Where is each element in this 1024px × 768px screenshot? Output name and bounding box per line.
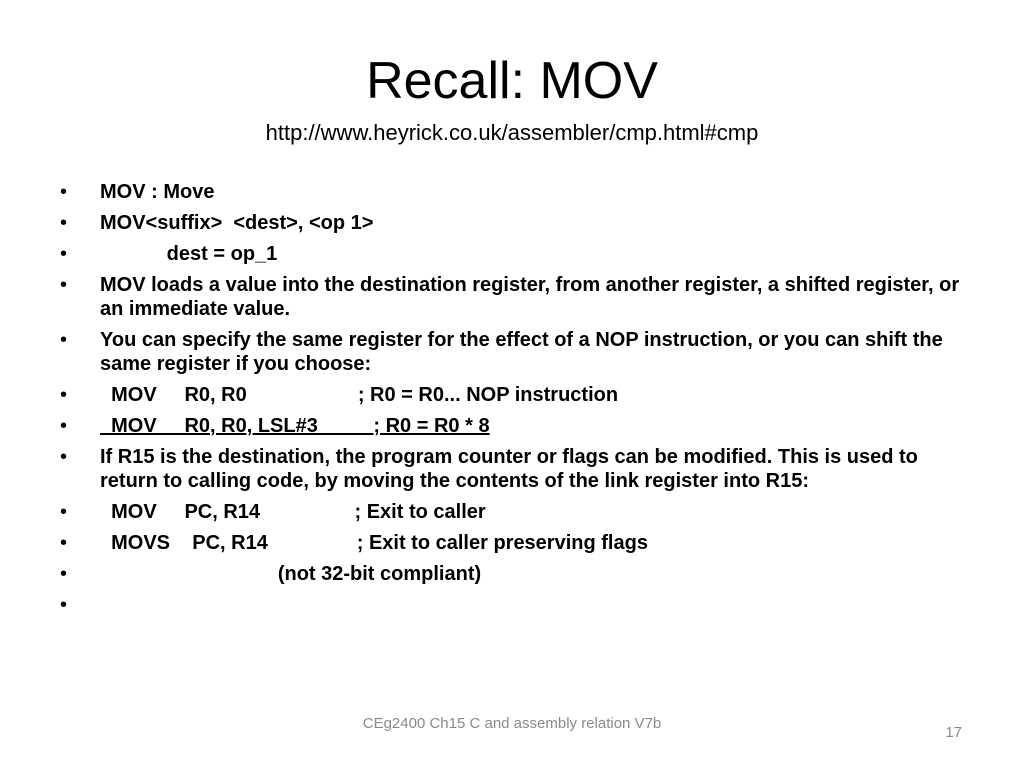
bullet-text: MOV<suffix> <dest>, <op 1> — [100, 212, 374, 234]
bullet-item — [60, 383, 960, 407]
bullet-icon: • — [60, 329, 68, 351]
bullet-item — [60, 445, 960, 493]
bullet-item — [60, 180, 960, 204]
code-line-text: MOV PC, R14 ; Exit to caller — [100, 501, 486, 523]
bullet-icon: • — [60, 501, 68, 523]
bullet-item — [60, 562, 960, 586]
bullet-item — [60, 500, 960, 524]
bullet-icon: • — [60, 532, 68, 554]
bullet-text: MOV : Move — [100, 181, 215, 203]
bullet-item — [60, 273, 960, 321]
slide-subtitle-url: http://www.heyrick.co.uk/assembler/cmp.html#cmp — [265, 120, 759, 145]
bullet-icon: • — [60, 212, 68, 234]
bullet-text: (not 32-bit compliant) — [100, 563, 482, 585]
bullet-icon: • — [60, 243, 68, 265]
bullet-text: MOV loads a value into the destination register, from another register, a shifted register, or an immediate value. — [100, 274, 960, 320]
bullet-item — [60, 242, 960, 266]
bullet-icon: • — [60, 274, 68, 296]
bullet-icon: • — [60, 384, 68, 406]
code-line-text: MOVS PC, R14 ; Exit to caller preserving flags — [100, 532, 648, 554]
slide-title: Recall: MOV — [366, 52, 658, 110]
bullet-icon: • — [60, 415, 68, 437]
code-line-text: MOV R0, R0 ; R0 = R0... NOP instruction — [100, 384, 619, 406]
bullet-list — [60, 180, 960, 624]
bullet-item — [60, 414, 960, 438]
bullet-item — [60, 328, 960, 376]
bullet-icon: • — [60, 446, 68, 468]
page-number: 17 — [945, 724, 962, 741]
bullet-text: If R15 is the destination, the program counter or flags can be modified. This is used to return to calling code, by moving the contents of the link register into R15: — [100, 446, 918, 492]
code-line-text-underlined: MOV R0, R0, LSL#3 ; R0 = R0 * 8 — [100, 415, 490, 437]
bullet-icon: • — [60, 563, 68, 585]
bullet-text: You can specify the same register for the effect of a NOP instruction, or you can shift the same register if you choose: — [100, 329, 943, 375]
bullet-item — [60, 593, 960, 617]
bullet-text: dest = op_1 — [100, 243, 278, 265]
bullet-icon: • — [60, 181, 68, 203]
bullet-icon: • — [60, 594, 68, 616]
slide-footer: CEg2400 Ch15 C and assembly relation V7b — [362, 715, 662, 732]
bullet-item — [60, 211, 960, 235]
bullet-item — [60, 531, 960, 555]
